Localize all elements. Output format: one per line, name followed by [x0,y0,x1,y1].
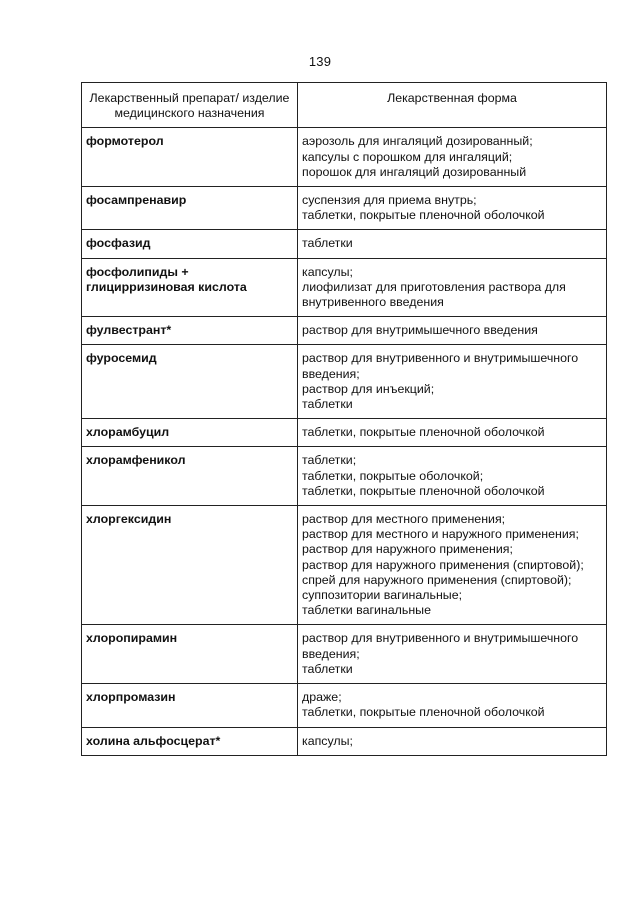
dosage-form-item: спрей для наружного применения (спиртовой); [302,572,572,587]
dosage-form-item: капсулы с порошком для ингаляций; [302,149,513,164]
drug-name-cell: фулвестрант* [82,317,298,345]
table-row [82,447,607,506]
dosage-form-item: капсулы; [302,264,353,279]
table-row [82,187,607,230]
dosage-form-cell [298,128,607,187]
dosage-form-cell [298,727,607,755]
dosage-form-item: раствор для внутривенного и внутримышечного введения; [302,631,579,661]
table-header-row [82,83,607,128]
dosage-form-cell [298,506,607,625]
drug-name-cell: фуросемид [82,345,298,419]
dosage-form-cell [298,230,607,258]
drug-name-cell: хлорамфеникол [82,447,298,506]
dosage-form-item: таблетки, покрытые пленочной оболочкой [302,425,545,440]
dosage-form-item: раствор для наружного применения (спиртовой); [302,557,584,572]
dosage-form-cell [298,317,607,345]
drug-name-cell: фосфазид [82,230,298,258]
table-row [82,258,607,317]
drug-name-cell: фосфолипиды + глицирризиновая кислота [82,258,298,317]
drug-name-cell: хлоропирамин [82,625,298,684]
drug-forms-table [81,82,607,756]
header-drug-column: Лекарственный препарат/ изделие медицинского назначения [82,83,298,128]
dosage-form-cell [298,419,607,447]
dosage-form-item: раствор для инъекций; [302,381,435,396]
dosage-form-item: раствор для внутривенного и внутримышечного введения; [302,351,579,381]
dosage-form-item: таблетки [302,236,353,251]
dosage-form-cell [298,447,607,506]
dosage-form-item: таблетки [302,397,353,412]
dosage-form-item: раствор для местного применения; [302,512,506,527]
page-number: 139 [308,54,332,69]
dosage-form-item: драже; [302,690,342,705]
table-row [82,419,607,447]
dosage-form-item: суспензия для приема внутрь; [302,193,477,208]
dosage-form-item: раствор для наружного применения; [302,542,513,557]
drug-name-cell: хлоргексидин [82,506,298,625]
header-form-column: Лекарственная форма [298,83,607,128]
table-row [82,684,607,727]
dosage-form-cell [298,187,607,230]
dosage-form-item: таблетки вагинальные [302,603,431,618]
drug-name-cell: формотерол [82,128,298,187]
table-row [82,345,607,419]
drug-name-cell: холина альфосцерат* [82,727,298,755]
dosage-form-item: капсулы; [302,733,353,748]
dosage-form-item: таблетки; [302,453,357,468]
dosage-form-cell [298,345,607,419]
dosage-form-cell [298,625,607,684]
dosage-form-item: таблетки, покрытые пленочной оболочкой [302,705,545,720]
table-row [82,506,607,625]
table-row [82,128,607,187]
dosage-form-item: таблетки, покрытые пленочной оболочкой [302,208,545,223]
dosage-form-item: таблетки, покрытые пленочной оболочкой [302,483,545,498]
dosage-form-item: лиофилизат для приготовления раствора для внутривенного введения [302,279,566,310]
dosage-form-cell [298,258,607,317]
dosage-form-item: раствор для местного и наружного применения; [302,527,579,542]
table-row [82,727,607,755]
table-body [82,128,607,755]
dosage-form-cell [298,684,607,727]
table-row [82,625,607,684]
dosage-form-item: таблетки, покрытые оболочкой; [302,468,484,483]
dosage-form-item: таблетки [302,661,353,676]
drug-name-cell: хлорпромазин [82,684,298,727]
drug-name-cell: фосампренавир [82,187,298,230]
drug-name-cell: хлорамбуцил [82,419,298,447]
dosage-form-item: суппозитории вагинальные; [302,588,463,603]
dosage-form-item: порошок для ингаляций дозированный [302,164,527,179]
table-row [82,230,607,258]
dosage-form-item: раствор для внутримышечного введения [302,323,538,338]
table-row [82,317,607,345]
dosage-form-item: аэрозоль для ингаляций дозированный; [302,134,533,149]
